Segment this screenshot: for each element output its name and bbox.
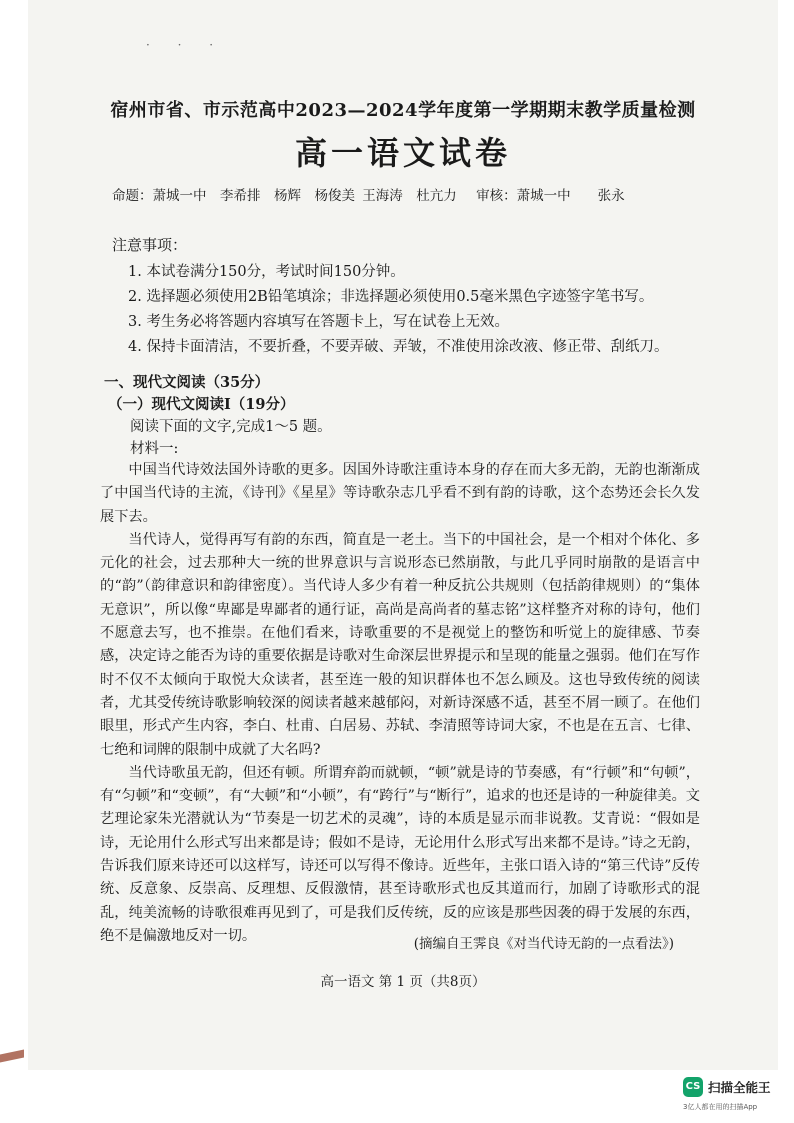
- binding-dots: · · ·: [146, 38, 226, 52]
- section-heading: 一、现代文阅读（35分）: [104, 374, 270, 391]
- notice-heading: 注意事项：: [112, 236, 188, 254]
- source-citation: (摘编自王霁良《对当代诗无韵的一点看法》): [413, 936, 674, 952]
- notice-item: 1. 本试卷满分150分，考试时间150分钟。: [128, 264, 405, 280]
- paragraph: 当代诗人，觉得再写有韵的东西，简直是一老土。当下的中国社会，是一个相对个体化、多元化的社会，过去那种大一统的世界意识与言说形态已然崩散，与此几乎同时崩散的是语言中的“韵”（韵律意识和韵律密度）。当代诗人多少有着一种反抗公共规则（包括韵律规则）的“集体无意识”，所以像“卑鄙是卑鄙者的通行证，高尚是高尚者的墓志铭”这样整齐对称的诗句，他们不愿意去写，也不推崇。在他们看来，诗歌重要的不是视觉上的整饬和听觉上的旋律感、节奏感，决定诗之能否为诗的重要依据是诗歌对生命深层世界提示和呈现的能量之强弱。他们在写作时不仅不太倾向于取悦大众读者，甚至连一般的知识群体也不怎么顾及。这也导致传统的阅读者，尤其受传统诗歌影响较深的阅读者越来越郁闷，对新诗深感不适，甚至不屑一顾了。在他们眼里，形式产生内容，李白、杜甫、白居易、苏轼、李清照等诗词大家，不也是在五言、七律、七绝和词牌的限制中成就了大名吗?: [100, 531, 700, 758]
- notice-item: 2. 选择题必须使用2B铅笔填涂；非选择题必须使用0.5毫米黑色字迹签字笔书写。: [128, 289, 654, 305]
- paragraph: 当代诗歌虽无韵，但还有顿。所谓弃韵而就顿，“顿”就是诗的节奏感，有“行顿”和“句顿”，有“匀顿”和“变顿”，有“大顿”和“小顿”，有“跨行”与“断行”，追求的也还是诗的一种旋律美。文艺理论家朱光潜就认为“节奏是一切艺术的灵魂”，诗的本质是显示而非说教。艾青说：“假如是诗，无论用什么形式写出来都是诗；假如不是诗，无论用什么形式写出来都不是诗。”诗之无韵，告诉我们原来诗还可以这样写，诗还可以写得不像诗。近些年，主张口语入诗的“第三代诗”反传统、反意象、反崇高、反理想、反假激情，甚至诗歌形式也反其道而行，加剧了诗歌形式的混乱，纯美流畅的诗歌很难再见到了，可是我们反传统，反的应该是那些因袭的碍于发展的东西，绝不是偏激地反对一切。: [100, 764, 700, 944]
- proposers: 命题：萧城一中 李希排 杨辉 杨俊美 王海涛 杜亢力: [112, 188, 457, 204]
- page-footer: 高一语文 第 1 页（共8页）: [320, 974, 486, 990]
- watermark-slogan: 3亿人都在用的扫描App: [683, 1103, 758, 1111]
- reading-instruction: 阅读下面的文字,完成1～5 题。: [130, 419, 332, 435]
- watermark-brand: 扫描全能王: [708, 1080, 771, 1095]
- authors-line: [112, 184, 637, 204]
- paragraph: 中国当代诗效法国外诗歌的更多。因国外诗歌注重诗本身的存在而大多无韵，无韵也渐渐成了中国当代诗的主流，《诗刊》《星星》等诗歌杂志几乎看不到有韵的诗歌，这个态势还会长久发展下去。: [100, 462, 700, 525]
- exam-headline: 宿州市省、市示范高中2023—2024学年度第一学期期末教学质量检测: [110, 100, 696, 121]
- reviewer: 审核：萧城一中 张永: [476, 188, 625, 204]
- notice-item: 4. 保持卡面清洁，不要折叠，不要弄破、弄皱，不准使用涂改液、修正带、刮纸刀。: [128, 339, 669, 355]
- article-body: [100, 459, 700, 948]
- notice-item: 3. 考生务必将答题内容填写在答题卡上，写在试卷上无效。: [128, 314, 509, 330]
- material-label: 材料一:: [130, 441, 179, 457]
- scan-mark: [0, 1049, 24, 1062]
- subsection-heading: （一）现代文阅读Ⅰ（19分）: [108, 396, 295, 413]
- exam-page: [28, 0, 778, 1070]
- camscanner-logo-icon: CS: [683, 1077, 703, 1097]
- exam-title: 高一语文试卷: [294, 134, 511, 172]
